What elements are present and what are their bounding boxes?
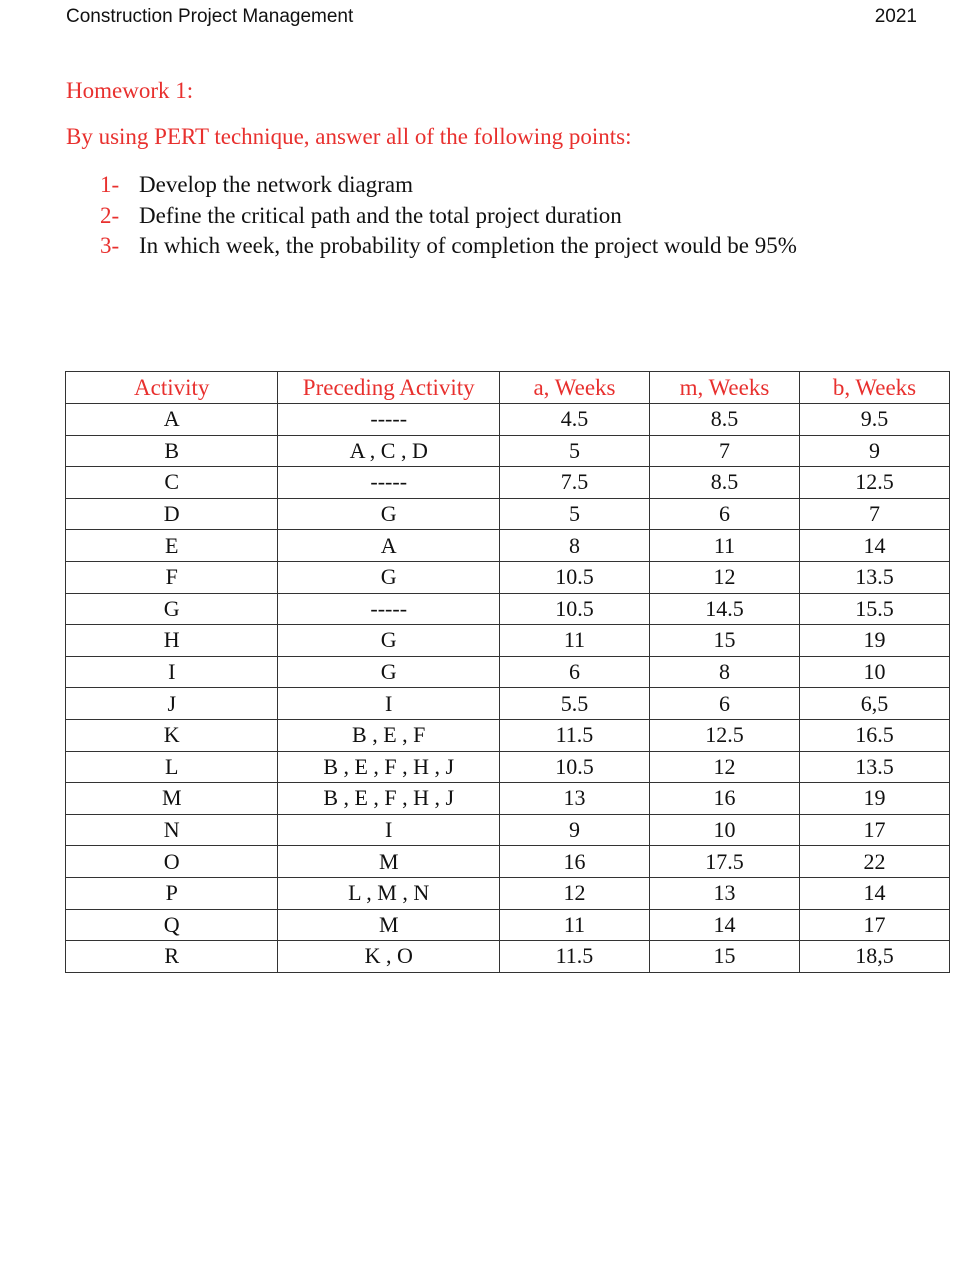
cell-activity: G xyxy=(66,593,278,625)
table-row xyxy=(66,941,950,973)
cell-b-weeks: 15.5 xyxy=(799,593,949,625)
cell-b-weeks: 14 xyxy=(799,877,949,909)
table-row xyxy=(66,467,950,499)
cell-a-weeks: 5 xyxy=(499,435,649,467)
cell-activity: D xyxy=(66,498,278,530)
question-number: 2- xyxy=(100,202,120,228)
cell-m-weeks: 15 xyxy=(649,625,799,657)
header-a-weeks: a, Weeks xyxy=(499,372,649,404)
cell-m-weeks: 8.5 xyxy=(649,467,799,499)
cell-b-weeks: 9 xyxy=(799,435,949,467)
cell-b-weeks: 6,5 xyxy=(799,688,949,720)
question-item xyxy=(100,170,797,201)
cell-a-weeks: 11.5 xyxy=(499,719,649,751)
cell-activity: J xyxy=(66,688,278,720)
question-item xyxy=(100,231,797,262)
cell-a-weeks: 10.5 xyxy=(499,751,649,783)
question-item xyxy=(100,201,797,232)
cell-m-weeks: 14.5 xyxy=(649,593,799,625)
cell-activity: C xyxy=(66,467,278,499)
cell-activity: H xyxy=(66,625,278,657)
cell-preceding: B , E , F xyxy=(278,719,500,751)
question-text: Develop the network diagram xyxy=(139,172,413,197)
cell-activity: K xyxy=(66,719,278,751)
homework-instruction: By using PERT technique, answer all of the following points: xyxy=(66,124,632,149)
cell-activity: M xyxy=(66,783,278,815)
cell-m-weeks: 14 xyxy=(649,909,799,941)
cell-preceding: ----- xyxy=(278,467,500,499)
cell-preceding: ----- xyxy=(278,404,500,436)
cell-preceding: K , O xyxy=(278,941,500,973)
page-header xyxy=(0,0,971,40)
cell-a-weeks: 11.5 xyxy=(499,941,649,973)
header-preceding-activity: Preceding Activity xyxy=(278,372,500,404)
cell-b-weeks: 10 xyxy=(799,656,949,688)
cell-activity: F xyxy=(66,561,278,593)
cell-a-weeks: 10.5 xyxy=(499,561,649,593)
table-row xyxy=(66,688,950,720)
cell-m-weeks: 12 xyxy=(649,561,799,593)
cell-a-weeks: 4.5 xyxy=(499,404,649,436)
cell-a-weeks: 16 xyxy=(499,846,649,878)
cell-b-weeks: 17 xyxy=(799,909,949,941)
cell-activity: N xyxy=(66,814,278,846)
table-row xyxy=(66,877,950,909)
cell-b-weeks: 13.5 xyxy=(799,751,949,783)
course-title: Construction Project Management xyxy=(66,6,354,27)
cell-b-weeks: 16.5 xyxy=(799,719,949,751)
cell-preceding: G xyxy=(278,656,500,688)
cell-activity: R xyxy=(66,941,278,973)
table-row xyxy=(66,814,950,846)
cell-activity: O xyxy=(66,846,278,878)
cell-m-weeks: 7 xyxy=(649,435,799,467)
table-row xyxy=(66,435,950,467)
cell-m-weeks: 11 xyxy=(649,530,799,562)
cell-activity: B xyxy=(66,435,278,467)
cell-b-weeks: 9.5 xyxy=(799,404,949,436)
year-label: 2021 xyxy=(874,6,917,27)
cell-a-weeks: 12 xyxy=(499,877,649,909)
cell-activity: Q xyxy=(66,909,278,941)
table-row xyxy=(66,625,950,657)
table-body xyxy=(66,404,950,973)
header-activity: Activity xyxy=(66,372,278,404)
cell-a-weeks: 7.5 xyxy=(499,467,649,499)
cell-b-weeks: 13.5 xyxy=(799,561,949,593)
cell-a-weeks: 5 xyxy=(499,498,649,530)
cell-m-weeks: 8 xyxy=(649,656,799,688)
cell-m-weeks: 16 xyxy=(649,783,799,815)
cell-m-weeks: 13 xyxy=(649,877,799,909)
table-row xyxy=(66,530,950,562)
cell-preceding: G xyxy=(278,625,500,657)
cell-preceding: M xyxy=(278,909,500,941)
table-header-row xyxy=(66,372,950,404)
table-row xyxy=(66,846,950,878)
cell-b-weeks: 14 xyxy=(799,530,949,562)
cell-b-weeks: 7 xyxy=(799,498,949,530)
table-row xyxy=(66,498,950,530)
cell-m-weeks: 8.5 xyxy=(649,404,799,436)
cell-preceding: A , C , D xyxy=(278,435,500,467)
cell-preceding: L , M , N xyxy=(278,877,500,909)
cell-b-weeks: 22 xyxy=(799,846,949,878)
cell-m-weeks: 6 xyxy=(649,498,799,530)
cell-b-weeks: 12.5 xyxy=(799,467,949,499)
cell-a-weeks: 13 xyxy=(499,783,649,815)
cell-b-weeks: 17 xyxy=(799,814,949,846)
header-b-weeks: b, Weeks xyxy=(799,372,949,404)
question-list xyxy=(100,170,797,262)
cell-a-weeks: 10.5 xyxy=(499,593,649,625)
table-row xyxy=(66,404,950,436)
table-row xyxy=(66,909,950,941)
table-row xyxy=(66,719,950,751)
cell-activity: P xyxy=(66,877,278,909)
question-number: 3- xyxy=(100,233,120,258)
table-row xyxy=(66,561,950,593)
cell-m-weeks: 10 xyxy=(649,814,799,846)
cell-b-weeks: 19 xyxy=(799,783,949,815)
table-row xyxy=(66,593,950,625)
cell-a-weeks: 6 xyxy=(499,656,649,688)
cell-m-weeks: 12.5 xyxy=(649,719,799,751)
cell-preceding: I xyxy=(278,814,500,846)
cell-a-weeks: 11 xyxy=(499,625,649,657)
cell-m-weeks: 12 xyxy=(649,751,799,783)
cell-a-weeks: 8 xyxy=(499,530,649,562)
cell-m-weeks: 6 xyxy=(649,688,799,720)
header-m-weeks: m, Weeks xyxy=(649,372,799,404)
cell-m-weeks: 17.5 xyxy=(649,846,799,878)
table-row xyxy=(66,656,950,688)
cell-preceding: G xyxy=(278,561,500,593)
table-row xyxy=(66,751,950,783)
question-text: Define the critical path and the total project duration xyxy=(139,202,622,228)
cell-preceding: G xyxy=(278,498,500,530)
cell-activity: L xyxy=(66,751,278,783)
question-text: In which week, the probability of completion the project would be 95% xyxy=(139,233,797,258)
cell-preceding: B , E , F , H , J xyxy=(278,783,500,815)
cell-m-weeks: 15 xyxy=(649,941,799,973)
pert-activity-table xyxy=(65,371,950,973)
cell-activity: A xyxy=(66,404,278,436)
question-number: 1- xyxy=(100,172,120,197)
cell-preceding: ----- xyxy=(278,593,500,625)
cell-activity: I xyxy=(66,656,278,688)
cell-a-weeks: 11 xyxy=(499,909,649,941)
cell-activity: E xyxy=(66,530,278,562)
cell-a-weeks: 9 xyxy=(499,814,649,846)
cell-b-weeks: 19 xyxy=(799,625,949,657)
cell-preceding: A xyxy=(278,530,500,562)
cell-b-weeks: 18,5 xyxy=(799,941,949,973)
cell-preceding: M xyxy=(278,846,500,878)
table-row xyxy=(66,783,950,815)
cell-a-weeks: 5.5 xyxy=(499,688,649,720)
cell-preceding: B , E , F , H , J xyxy=(278,751,500,783)
homework-title: Homework 1: xyxy=(66,78,194,103)
cell-preceding: I xyxy=(278,688,500,720)
